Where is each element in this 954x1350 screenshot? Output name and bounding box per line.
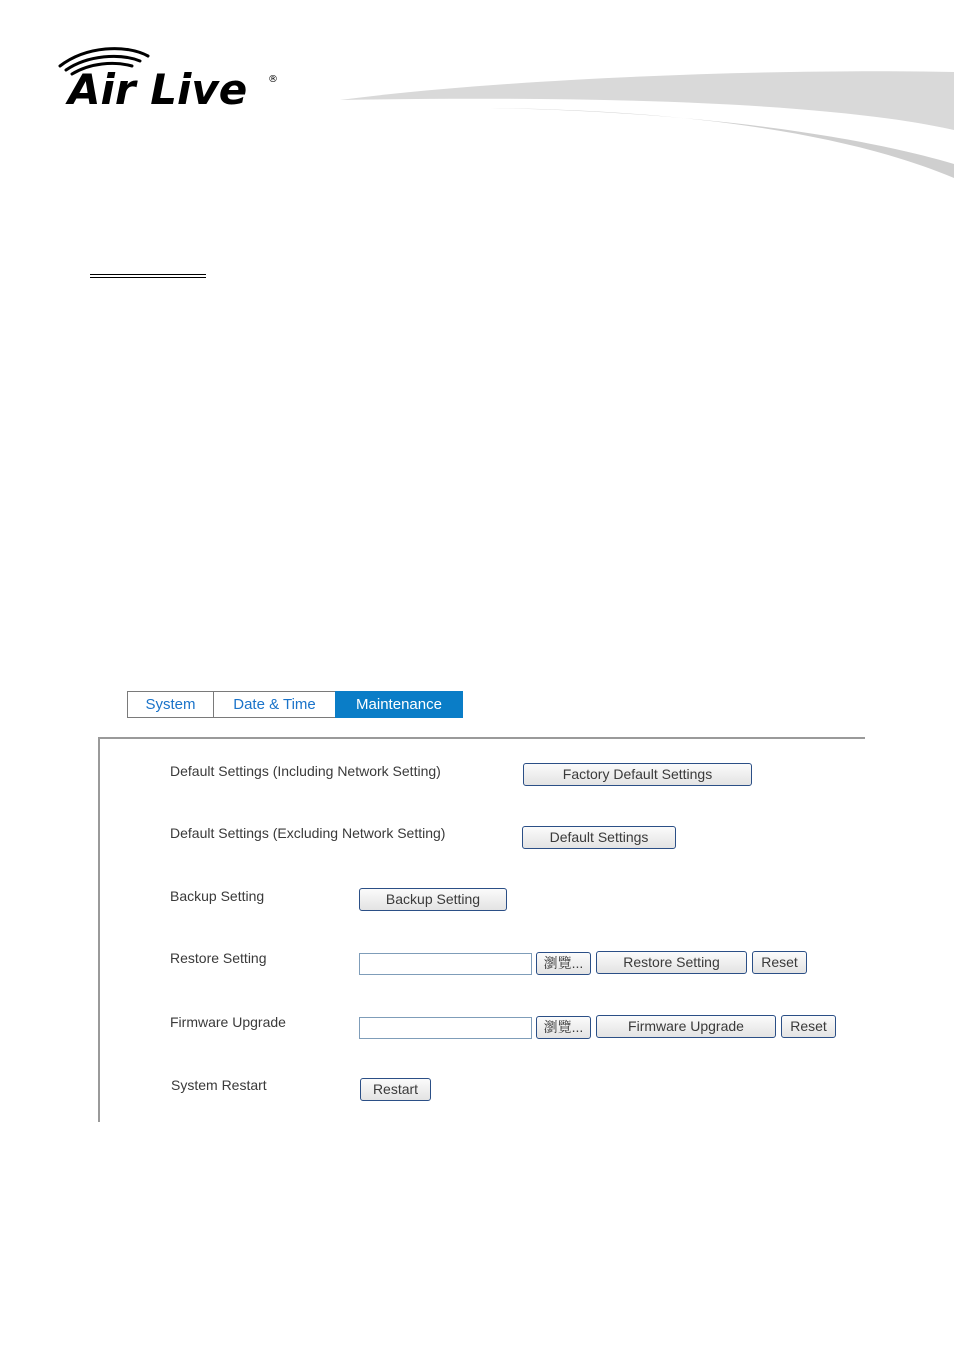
header-rule-1 xyxy=(90,274,206,275)
system-restart-label: System Restart xyxy=(171,1077,267,1093)
header-swoosh xyxy=(340,60,954,190)
default-incl-label: Default Settings (Including Network Setting) xyxy=(170,763,441,779)
tab-bar xyxy=(127,691,463,718)
restore-setting-button[interactable]: Restore Setting xyxy=(596,951,747,974)
restart-button[interactable]: Restart xyxy=(360,1078,431,1101)
firmware-browse-button[interactable]: 瀏覽... xyxy=(536,1016,591,1039)
firmware-upgrade-button[interactable]: Firmware Upgrade xyxy=(596,1015,776,1038)
svg-text:Air Live: Air Live xyxy=(68,65,248,110)
default-settings-button[interactable]: Default Settings xyxy=(522,826,676,849)
restore-file-input[interactable] xyxy=(359,953,532,975)
restore-label: Restore Setting xyxy=(170,950,267,966)
panel-left-border xyxy=(98,737,100,1122)
default-excl-label: Default Settings (Excluding Network Setting) xyxy=(170,825,446,841)
firmware-file-input[interactable] xyxy=(359,1017,532,1039)
panel-top-border xyxy=(98,737,865,739)
backup-label: Backup Setting xyxy=(170,888,265,904)
restore-browse-button[interactable]: 瀏覽... xyxy=(536,952,591,975)
backup-setting-button[interactable]: Backup Setting xyxy=(359,888,507,911)
svg-text:®: ® xyxy=(268,74,278,85)
firmware-label: Firmware Upgrade xyxy=(170,1014,286,1030)
airlive-logo xyxy=(56,44,286,110)
header-rule-2 xyxy=(90,277,206,278)
maintenance-panel xyxy=(98,737,865,1122)
firmware-reset-button[interactable]: Reset xyxy=(781,1015,836,1038)
tab-maintenance[interactable]: Maintenance xyxy=(335,691,463,718)
factory-default-button[interactable]: Factory Default Settings xyxy=(523,763,752,786)
tab-date-time[interactable]: Date & Time xyxy=(213,691,335,718)
tab-system[interactable]: System xyxy=(127,691,213,718)
restore-reset-button[interactable]: Reset xyxy=(752,951,807,974)
